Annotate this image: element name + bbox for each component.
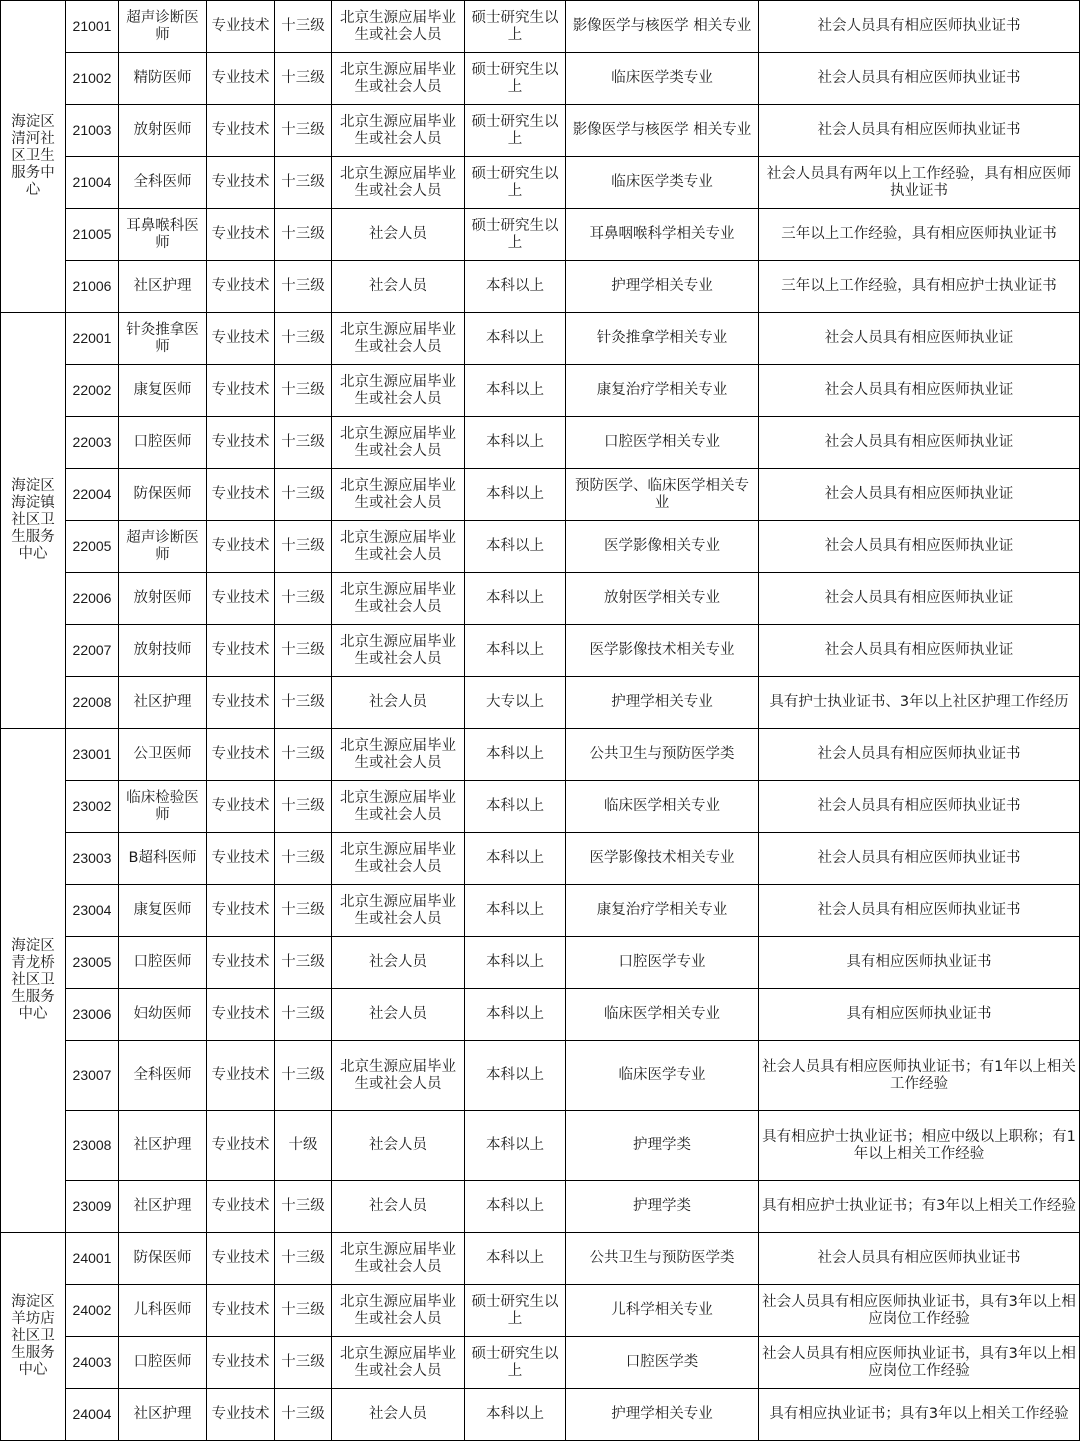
post-cell: 精防医师 [119,53,207,105]
category-cell: 专业技术 [207,209,275,261]
table-row [1,313,1080,365]
post-cell: 社区护理 [119,1181,207,1233]
post-cell: 放射医师 [119,105,207,157]
education-cell: 本科以上 [465,573,566,625]
education-cell: 硕士研究生以上 [465,157,566,209]
level-cell: 十三级 [275,1233,332,1285]
source-cell: 社会人员 [332,1389,465,1441]
table-row [1,677,1080,729]
major-cell: 护理学相关专业 [566,1389,759,1441]
category-cell: 专业技术 [207,937,275,989]
source-cell: 北京生源应届毕业生或社会人员 [332,729,465,781]
table-row [1,1337,1080,1389]
level-cell: 十三级 [275,729,332,781]
source-cell: 北京生源应届毕业生或社会人员 [332,1233,465,1285]
source-cell: 社会人员 [332,209,465,261]
category-cell: 专业技术 [207,53,275,105]
requirement-cell: 社会人员具有相应医师执业证书，具有3年以上相应岗位工作经验 [759,1285,1080,1337]
level-cell: 十三级 [275,209,332,261]
level-cell: 十三级 [275,1181,332,1233]
requirement-cell: 具有相应护士执业证书；有3年以上相关工作经验 [759,1181,1080,1233]
education-cell: 本科以上 [465,365,566,417]
post-cell: 放射医师 [119,573,207,625]
source-cell: 北京生源应届毕业生或社会人员 [332,885,465,937]
code-cell: 23003 [66,833,119,885]
code-cell: 22008 [66,677,119,729]
education-cell: 硕士研究生以上 [465,209,566,261]
requirement-cell: 社会人员具有相应医师执业证书；有1年以上相关工作经验 [759,1041,1080,1111]
level-cell: 十三级 [275,573,332,625]
unit-cell: 海淀区青龙桥社区卫生服务中心 [1,729,66,1233]
requirement-cell: 社会人员具有相应医师执业证 [759,313,1080,365]
table-row [1,885,1080,937]
level-cell: 十三级 [275,677,332,729]
code-cell: 23007 [66,1041,119,1111]
code-cell: 21005 [66,209,119,261]
table-row [1,157,1080,209]
source-cell: 北京生源应届毕业生或社会人员 [332,573,465,625]
requirement-cell: 具有相应医师执业证书 [759,989,1080,1041]
code-cell: 21003 [66,105,119,157]
table-row [1,625,1080,677]
table-row [1,1041,1080,1111]
major-cell: 口腔医学专业 [566,937,759,989]
code-cell: 21004 [66,157,119,209]
level-cell: 十三级 [275,833,332,885]
category-cell: 专业技术 [207,1181,275,1233]
source-cell: 北京生源应届毕业生或社会人员 [332,1041,465,1111]
level-cell: 十三级 [275,313,332,365]
level-cell: 十三级 [275,1389,332,1441]
education-cell: 本科以上 [465,1041,566,1111]
code-cell: 23008 [66,1111,119,1181]
level-cell: 十三级 [275,1285,332,1337]
education-cell: 硕士研究生以上 [465,105,566,157]
code-cell: 24003 [66,1337,119,1389]
source-cell: 北京生源应届毕业生或社会人员 [332,157,465,209]
category-cell: 专业技术 [207,1233,275,1285]
education-cell: 硕士研究生以上 [465,1,566,53]
category-cell: 专业技术 [207,1337,275,1389]
requirement-cell: 社会人员具有相应医师执业证 [759,625,1080,677]
table-row [1,1181,1080,1233]
major-cell: 临床医学类专业 [566,53,759,105]
post-cell: 防保医师 [119,1233,207,1285]
requirement-cell: 社会人员具有相应医师执业证书 [759,885,1080,937]
major-cell: 临床医学相关专业 [566,781,759,833]
requirement-cell: 具有相应执业证书；具有3年以上相关工作经验 [759,1389,1080,1441]
level-cell: 十三级 [275,781,332,833]
requirement-cell: 社会人员具有相应医师执业证 [759,573,1080,625]
major-cell: 临床医学相关专业 [566,989,759,1041]
table-row [1,1,1080,53]
table-row [1,833,1080,885]
level-cell: 十三级 [275,1337,332,1389]
category-cell: 专业技术 [207,261,275,313]
major-cell: 护理学相关专业 [566,677,759,729]
level-cell: 十三级 [275,157,332,209]
education-cell: 硕士研究生以上 [465,53,566,105]
table-row [1,209,1080,261]
level-cell: 十三级 [275,937,332,989]
post-cell: 耳鼻喉科医师 [119,209,207,261]
major-cell: 医学影像相关专业 [566,521,759,573]
education-cell: 本科以上 [465,1389,566,1441]
category-cell: 专业技术 [207,885,275,937]
education-cell: 本科以上 [465,1181,566,1233]
code-cell: 22003 [66,417,119,469]
code-cell: 23002 [66,781,119,833]
education-cell: 本科以上 [465,781,566,833]
post-cell: 口腔医师 [119,937,207,989]
code-cell: 23004 [66,885,119,937]
education-cell: 本科以上 [465,261,566,313]
code-cell: 22002 [66,365,119,417]
source-cell: 北京生源应届毕业生或社会人员 [332,1,465,53]
code-cell: 22004 [66,469,119,521]
major-cell: 护理学类 [566,1181,759,1233]
category-cell: 专业技术 [207,105,275,157]
source-cell: 北京生源应届毕业生或社会人员 [332,521,465,573]
major-cell: 医学影像技术相关专业 [566,833,759,885]
code-cell: 21001 [66,1,119,53]
level-cell: 十三级 [275,625,332,677]
source-cell: 社会人员 [332,937,465,989]
major-cell: 康复治疗学相关专业 [566,885,759,937]
level-cell: 十三级 [275,105,332,157]
post-cell: 针灸推拿医师 [119,313,207,365]
source-cell: 社会人员 [332,1181,465,1233]
post-cell: 全科医师 [119,157,207,209]
major-cell: 临床医学类专业 [566,157,759,209]
category-cell: 专业技术 [207,417,275,469]
major-cell: 耳鼻咽喉科学相关专业 [566,209,759,261]
post-cell: B超科医师 [119,833,207,885]
table-row [1,469,1080,521]
education-cell: 本科以上 [465,989,566,1041]
requirement-cell: 社会人员具有相应医师执业证 [759,365,1080,417]
post-cell: 口腔医师 [119,417,207,469]
requirement-cell: 具有护士执业证书、3年以上社区护理工作经历 [759,677,1080,729]
post-cell: 社区护理 [119,1111,207,1181]
table-row [1,521,1080,573]
table-row [1,1285,1080,1337]
level-cell: 十三级 [275,417,332,469]
level-cell: 十三级 [275,1,332,53]
source-cell: 社会人员 [332,989,465,1041]
source-cell: 北京生源应届毕业生或社会人员 [332,781,465,833]
table-body [1,1,1080,1441]
major-cell: 公共卫生与预防医学类 [566,729,759,781]
category-cell: 专业技术 [207,521,275,573]
requirement-cell: 社会人员具有相应医师执业证书 [759,53,1080,105]
code-cell: 22007 [66,625,119,677]
code-cell: 23001 [66,729,119,781]
post-cell: 放射技师 [119,625,207,677]
category-cell: 专业技术 [207,469,275,521]
source-cell: 北京生源应届毕业生或社会人员 [332,1337,465,1389]
major-cell: 口腔医学类 [566,1337,759,1389]
post-cell: 社区护理 [119,677,207,729]
post-cell: 社区护理 [119,1389,207,1441]
category-cell: 专业技术 [207,729,275,781]
category-cell: 专业技术 [207,1,275,53]
post-cell: 口腔医师 [119,1337,207,1389]
education-cell: 本科以上 [465,417,566,469]
code-cell: 24004 [66,1389,119,1441]
education-cell: 本科以上 [465,729,566,781]
level-cell: 十三级 [275,885,332,937]
major-cell: 医学影像技术相关专业 [566,625,759,677]
table-row [1,53,1080,105]
education-cell: 硕士研究生以上 [465,1337,566,1389]
category-cell: 专业技术 [207,573,275,625]
major-cell: 影像医学与核医学 相关专业 [566,105,759,157]
category-cell: 专业技术 [207,157,275,209]
code-cell: 22006 [66,573,119,625]
table-row [1,781,1080,833]
post-cell: 超声诊断医师 [119,1,207,53]
category-cell: 专业技术 [207,833,275,885]
source-cell: 北京生源应届毕业生或社会人员 [332,53,465,105]
level-cell: 十三级 [275,521,332,573]
education-cell: 硕士研究生以上 [465,1285,566,1337]
education-cell: 本科以上 [465,1111,566,1181]
level-cell: 十级 [275,1111,332,1181]
category-cell: 专业技术 [207,1285,275,1337]
major-cell: 口腔医学相关专业 [566,417,759,469]
table-row [1,573,1080,625]
requirement-cell: 社会人员具有相应医师执业证书，具有3年以上相应岗位工作经验 [759,1337,1080,1389]
post-cell: 临床检验医师 [119,781,207,833]
major-cell: 针灸推拿学相关专业 [566,313,759,365]
source-cell: 北京生源应届毕业生或社会人员 [332,1285,465,1337]
source-cell: 社会人员 [332,677,465,729]
major-cell: 护理学类 [566,1111,759,1181]
unit-cell: 海淀区清河社区卫生服务中心 [1,1,66,313]
requirement-cell: 具有相应医师执业证书 [759,937,1080,989]
education-cell: 大专以上 [465,677,566,729]
post-cell: 全科医师 [119,1041,207,1111]
category-cell: 专业技术 [207,677,275,729]
post-cell: 超声诊断医师 [119,521,207,573]
level-cell: 十三级 [275,261,332,313]
requirement-cell: 社会人员具有相应医师执业证书 [759,833,1080,885]
unit-cell: 海淀区羊坊店社区卫生服务中心 [1,1233,66,1441]
category-cell: 专业技术 [207,625,275,677]
table-row [1,365,1080,417]
education-cell: 本科以上 [465,885,566,937]
requirement-cell: 具有相应护士执业证书；相应中级以上职称；有1年以上相关工作经验 [759,1111,1080,1181]
source-cell: 北京生源应届毕业生或社会人员 [332,469,465,521]
major-cell: 影像医学与核医学 相关专业 [566,1,759,53]
major-cell: 儿科学相关专业 [566,1285,759,1337]
source-cell: 北京生源应届毕业生或社会人员 [332,105,465,157]
table-row [1,1389,1080,1441]
major-cell: 临床医学专业 [566,1041,759,1111]
post-cell: 公卫医师 [119,729,207,781]
code-cell: 21002 [66,53,119,105]
category-cell: 专业技术 [207,1389,275,1441]
level-cell: 十三级 [275,1041,332,1111]
table-row [1,1233,1080,1285]
code-cell: 21006 [66,261,119,313]
requirement-cell: 社会人员具有相应医师执业证书 [759,105,1080,157]
source-cell: 北京生源应届毕业生或社会人员 [332,833,465,885]
category-cell: 专业技术 [207,989,275,1041]
post-cell: 康复医师 [119,365,207,417]
education-cell: 本科以上 [465,833,566,885]
requirement-cell: 社会人员具有两年以上工作经验，具有相应医师执业证书 [759,157,1080,209]
level-cell: 十三级 [275,365,332,417]
education-cell: 本科以上 [465,469,566,521]
source-cell: 北京生源应届毕业生或社会人员 [332,313,465,365]
requirement-cell: 社会人员具有相应医师执业证 [759,521,1080,573]
code-cell: 23009 [66,1181,119,1233]
education-cell: 本科以上 [465,313,566,365]
code-cell: 22001 [66,313,119,365]
requirement-cell: 三年以上工作经验，具有相应护士执业证书 [759,261,1080,313]
level-cell: 十三级 [275,53,332,105]
table-row [1,261,1080,313]
source-cell: 社会人员 [332,261,465,313]
source-cell: 社会人员 [332,1111,465,1181]
code-cell: 23005 [66,937,119,989]
unit-cell: 海淀区海淀镇社区卫生服务中心 [1,313,66,729]
table-row [1,989,1080,1041]
education-cell: 本科以上 [465,937,566,989]
requirement-cell: 社会人员具有相应医师执业证 [759,469,1080,521]
requirement-cell: 三年以上工作经验，具有相应医师执业证书 [759,209,1080,261]
major-cell: 护理学相关专业 [566,261,759,313]
education-cell: 本科以上 [465,521,566,573]
code-cell: 23006 [66,989,119,1041]
major-cell: 公共卫生与预防医学类 [566,1233,759,1285]
category-cell: 专业技术 [207,1041,275,1111]
category-cell: 专业技术 [207,781,275,833]
post-cell: 防保医师 [119,469,207,521]
level-cell: 十三级 [275,469,332,521]
requirement-cell: 社会人员具有相应医师执业证书 [759,1,1080,53]
code-cell: 24001 [66,1233,119,1285]
table-row [1,1111,1080,1181]
code-cell: 24002 [66,1285,119,1337]
category-cell: 专业技术 [207,313,275,365]
requirement-cell: 社会人员具有相应医师执业证书 [759,729,1080,781]
source-cell: 北京生源应届毕业生或社会人员 [332,625,465,677]
post-cell: 妇幼医师 [119,989,207,1041]
category-cell: 专业技术 [207,1111,275,1181]
code-cell: 22005 [66,521,119,573]
source-cell: 北京生源应届毕业生或社会人员 [332,417,465,469]
major-cell: 放射医学相关专业 [566,573,759,625]
post-cell: 儿科医师 [119,1285,207,1337]
table-row [1,417,1080,469]
source-cell: 北京生源应届毕业生或社会人员 [332,365,465,417]
requirement-cell: 社会人员具有相应医师执业证书 [759,1233,1080,1285]
requirement-cell: 社会人员具有相应医师执业证书 [759,781,1080,833]
post-cell: 康复医师 [119,885,207,937]
requirement-cell: 社会人员具有相应医师执业证 [759,417,1080,469]
major-cell: 康复治疗学相关专业 [566,365,759,417]
table-row [1,937,1080,989]
education-cell: 本科以上 [465,625,566,677]
major-cell: 预防医学、临床医学相关专业 [566,469,759,521]
category-cell: 专业技术 [207,365,275,417]
post-cell: 社区护理 [119,261,207,313]
table-row [1,729,1080,781]
table-row [1,105,1080,157]
level-cell: 十三级 [275,989,332,1041]
education-cell: 本科以上 [465,1233,566,1285]
